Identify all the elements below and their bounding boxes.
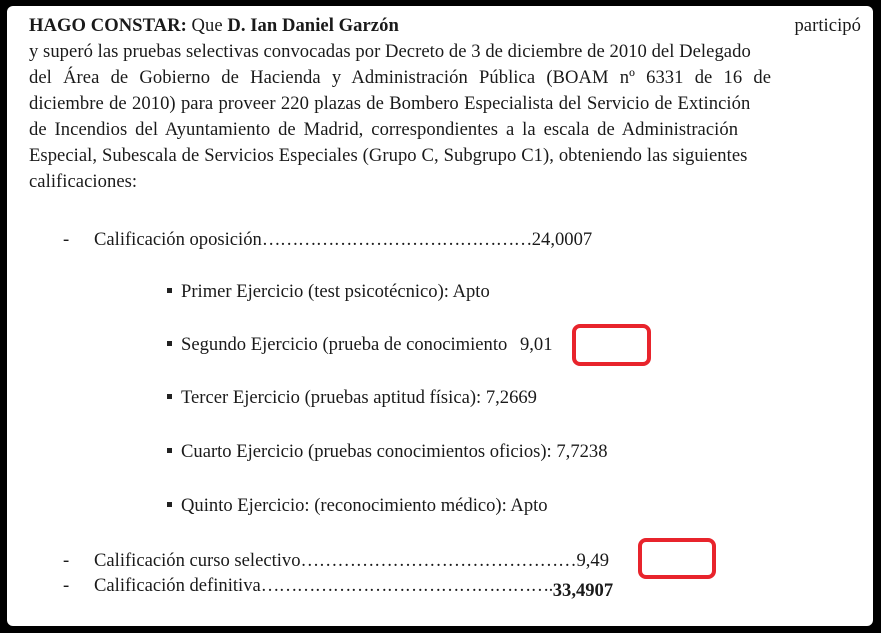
bullet-icon [167,448,172,453]
ejercicio-value: 9,01 [519,334,553,355]
oposicion-value: 24,0007 [531,229,593,250]
paragraph-line: de Incendios del Ayuntamiento de Madrid, correspondientes a la escala de Administración [29,119,739,140]
ejercicio-text: Segundo Ejercicio (prueba de conocimiento [181,334,508,355]
document-page [7,6,873,626]
list-item-ejercicio-1 [167,280,490,304]
definitiva-label: Calificación definitiva [94,575,261,596]
paragraph-line: y superó las pruebas selectivas convocadas por Decreto de 3 de diciembre de 2010 del Delegado [29,41,751,62]
list-item-ejercicio-4 [167,440,608,464]
highlight-box-curso [638,538,716,579]
paragraph-line: Especial, Subescala de Servicios Especiales (Grupo C, Subgrupo C1), obteniendo las siguientes [29,145,748,166]
definitiva-value: 33,4907 [552,580,614,601]
paragraph-line: calificaciones: [29,171,138,192]
leader-dots: …………………………………………. [260,575,553,596]
paragraph-first-line [29,13,861,39]
ejercicio-text: Quinto Ejercicio: (reconocimiento médico): Apto [181,495,548,516]
dash-marker: - [63,550,70,571]
list-item-ejercicio-2 [167,333,553,357]
ejercicio-text: Primer Ejercicio (test psicotécnico): Apto [181,281,490,302]
highlight-box-segundo [572,324,651,366]
hago-constar-label: HAGO CONSTAR: [29,15,187,36]
curso-value: 9,49 [576,550,609,571]
que-text: Que [191,15,223,36]
paragraph-line: del Área de Gobierno de Hacienda y Administración Pública (BOAM nº 6331 de 16 de [29,67,772,88]
participo-text: participó [794,15,861,36]
bullet-icon [167,502,172,507]
list-item-ejercicio-3 [167,386,537,410]
ejercicio-text: Cuarto Ejercicio (pruebas conocimientos oficios): 7,7238 [181,441,608,462]
oposicion-label: Calificación oposición [94,229,262,250]
leader-dots: ……………………………………… [261,229,532,250]
bullet-icon [167,288,172,293]
paragraph-line: diciembre de 2010) para proveer 220 plazas de Bombero Especialista del Servicio de Extinción [29,93,751,114]
bullet-icon [167,394,172,399]
list-item-ejercicio-5 [167,494,548,518]
bullet-icon [167,341,172,346]
dash-marker: - [63,575,70,596]
dash-marker: - [63,229,70,250]
ejercicio-text: Tercer Ejercicio (pruebas aptitud física): 7,2669 [181,387,537,408]
person-name: D. Ian Daniel Garzón [227,15,399,36]
leader-dots: ……………………………………… [300,550,577,571]
certificate-paragraph [29,13,861,195]
curso-label: Calificación curso selectivo [94,550,301,571]
